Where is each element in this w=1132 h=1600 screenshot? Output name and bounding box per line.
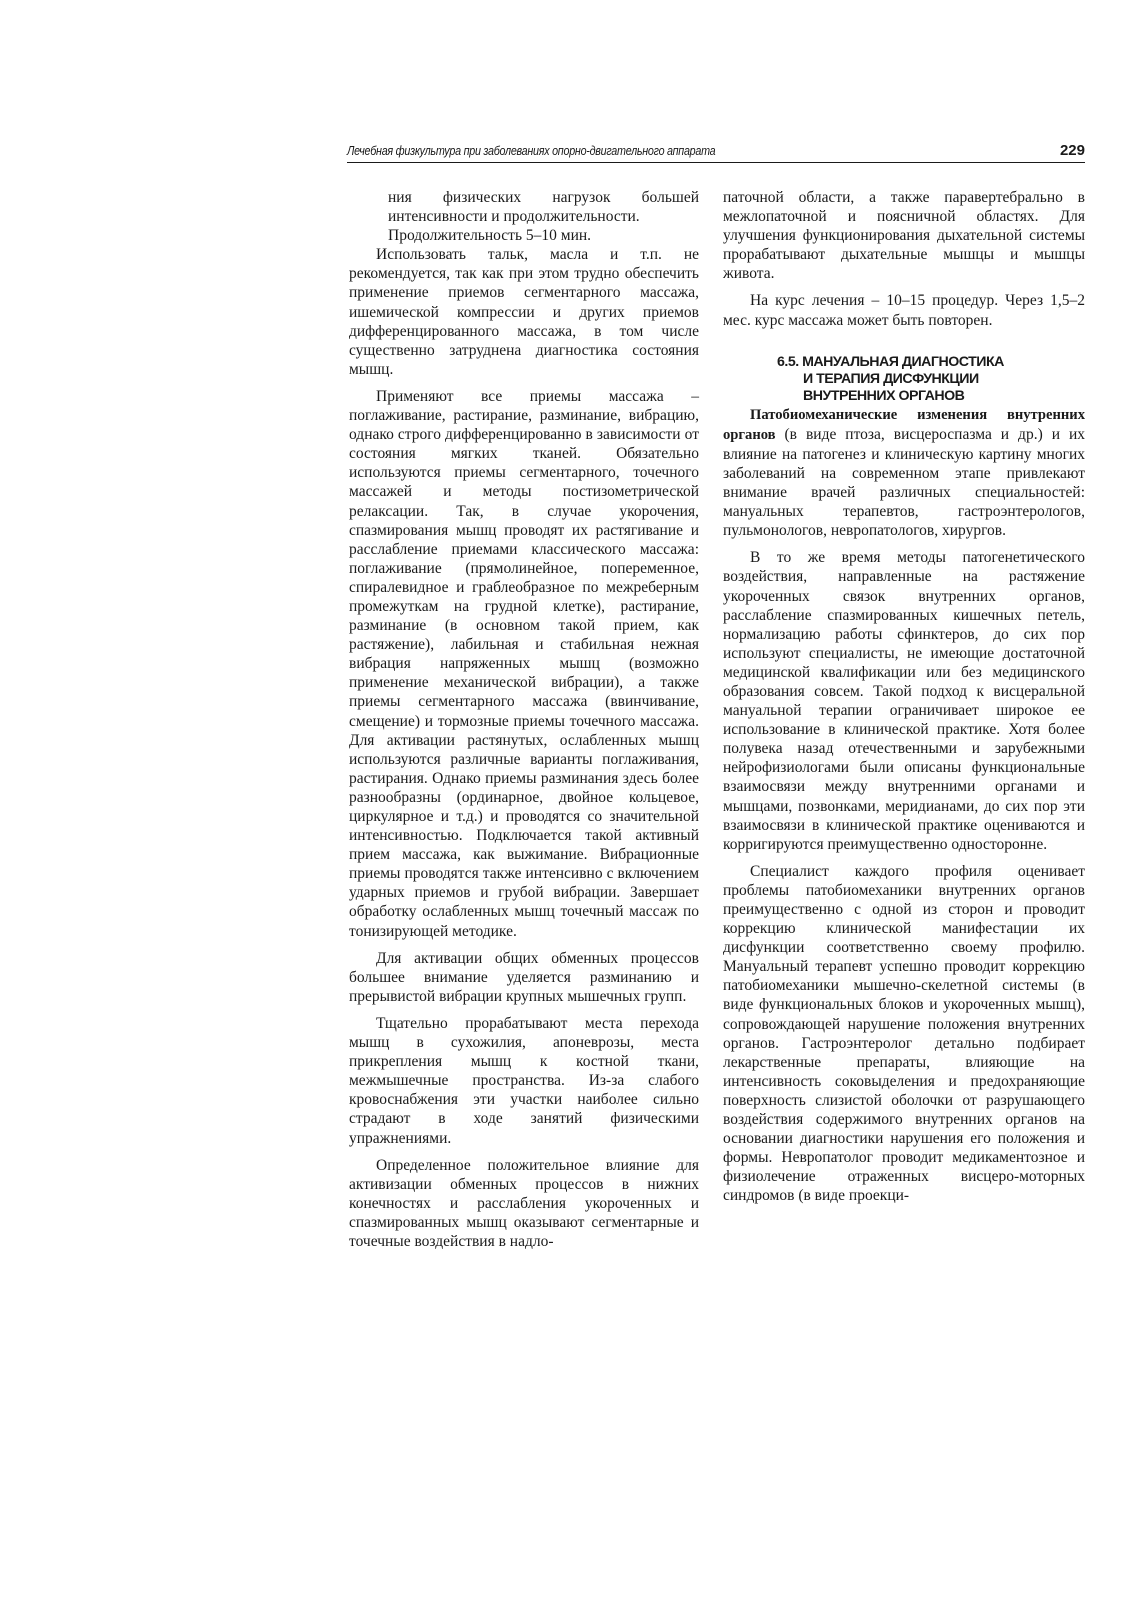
paragraph-text: (в виде птоза, висцероспазма и др.) и их влияние на патогенез и клиническую картину многих заболеваний на современном этапе привлекают внимание врачей различных специальностей: мануальных терапевтов, гастроэнтерологов, пульмонологов, невропатологов, хирургов. <box>723 425 1085 540</box>
bold-lead-term: Патобиомеханические изменения внутренних органов <box>723 406 1085 443</box>
paragraph: Применяют все приемы массажа – поглаживание, растирание, разминание, вибрацию, однако строго дифференцированно в зависимости от состояния мягких тканей. Обязательно используются приемы сегментарного, точечного массажей и методы постизометрической релаксации. Так, в случае укорочения, спазмирования мышц проводят их растягивание и расслабление приемами классического массажа: поглаживание (прямолинейное, попеременное, спиралевидное и граблеобразное по межреберным промежуткам на грудной клетке), растирание, разминание (в основном такой прием, как растяжение), лабильная и стабильная нежная вибрация напряженных мышц (возможно применение механической вибрации), а также приемы сегментарного массажа (ввинчивание, смещение) и тормозные приемы точечного массажа. Для активации растянутых, ослабленных мышц используются различные варианты поглаживания, растирания. Однако приемы разминания здесь более разнообразны (ординарное, двойное кольцевое, циркулярное и т.д.) и проводятся со значительной интенсивностью. Подключается такой активный прием массажа, как выжимание. Вибрационные приемы проводятся также интенсивно с включением ударных приемов и грубой вибрации. Завершает обработку ослабленных мышц точечный массаж по тонизирующей методике. <box>349 387 699 940</box>
paragraph <box>723 405 1085 541</box>
paragraph: Определенное положительное влияние для активизации обменных процессов в нижних конечностях и расслабления укороченных и спазмированных мышц оказывают сегментарные и точечные воздействия в надло- <box>349 1156 699 1250</box>
paragraph: ния физических нагрузок большей интенсивности и продолжительности. <box>388 189 699 226</box>
paragraph: На курс лечения – 10–15 процедур. Через 1,5–2 мес. курс массажа может быть повторен. <box>723 292 1085 329</box>
paragraph: Продолжительность 5–10 мин. <box>388 227 592 245</box>
paragraph: В то же время методы патогенетического воздействия, направленные на растяжение укороченных связок внутренних органов, расслабление спазмированных кишечных петель, нормализацию работы сфинктеров, до сих пор используют специалисты, не имеющие достаточной медицинской квалификации или без медицинского образования совсем. Такой подход к висцеральной мануальной терапии ограничивает широкое ее использование в клинической практике. Хотя более полувека назад отечественными и зарубежными нейрофизиологами были описаны функциональные взаимосвязи между внутренними органами и мышцами, позвонками, меридианами, до сих пор эти взаимосвязи в клинической практике оцениваются и корригируются преимущественно односторонне. <box>723 549 1085 853</box>
section-heading <box>723 354 1085 405</box>
page-number: 229 <box>1059 142 1085 159</box>
section-heading-line: И ТЕРАПИЯ ДИСФУНКЦИИ <box>803 370 979 387</box>
section-heading-line: ВНУТРЕННИХ ОРГАНОВ <box>803 387 965 404</box>
running-header <box>347 138 1085 163</box>
paragraph: Специалист каждого профиля оценивает проблемы патобиомеханики внутренних органов преимущественно с одной из сторон и проводит коррекцию клинической манифестации их дисфункции соответственно своему профилю. Мануальный терапевт успешно проводит коррекцию патобиомеханики мышечно-скелетной системы (в виде функциональных блоков и укороченных мышц), сопровождающей нарушение положения внутренних органов. Гастроэнтеролог детально подбирает лекарственные препараты, влияющие на интенсивность соковыделения и предохраняющие поверхность слизистой оболочки от разрушающего воздействия содержимого внутренних органов на основании диагностики нарушения его положения и формы. Невропатолог проводит медикаментозное и физиолечение отраженных висцеро-моторных синдромов (в виде проекци- <box>723 862 1085 1205</box>
paragraph: Для активации общих обменных процессов большее внимание уделяется разминанию и прерывистой вибрации крупных мышечных групп. <box>349 949 699 1005</box>
paragraph: паточной области, а также паравертебрально в межлопаточной и поясничной областях. Для улучшения функционирования дыхательной системы прорабатывают дыхательные мышцы и мышцы живота. <box>723 189 1085 283</box>
right-column <box>723 188 1085 1206</box>
paragraph: Использовать тальк, масла и т.п. не рекомендуется, так как при этом трудно обеспечить применение приемов сегментарного массажа, ишемической компрессии и других приемов дифференцированного массажа, в том числе существенно затруднена диагностика состояния мышц. <box>349 246 699 378</box>
left-column <box>349 188 699 1251</box>
section-heading-line: 6.5. МАНУАЛЬНАЯ ДИАГНОСТИКА <box>777 353 1004 370</box>
paragraph: Тщательно прорабатывают места перехода мышц в сухожилия, апоневрозы, места прикрепления мышц к костной ткани, межмышечные пространства. Из-за слабого кровоснабжения эти участки наиболее сильно страдают в ходе занятий физическими упражнениями. <box>349 1014 699 1147</box>
running-title: Лечебная физкультура при заболеваниях опорно-двигательного аппарата <box>347 144 716 158</box>
